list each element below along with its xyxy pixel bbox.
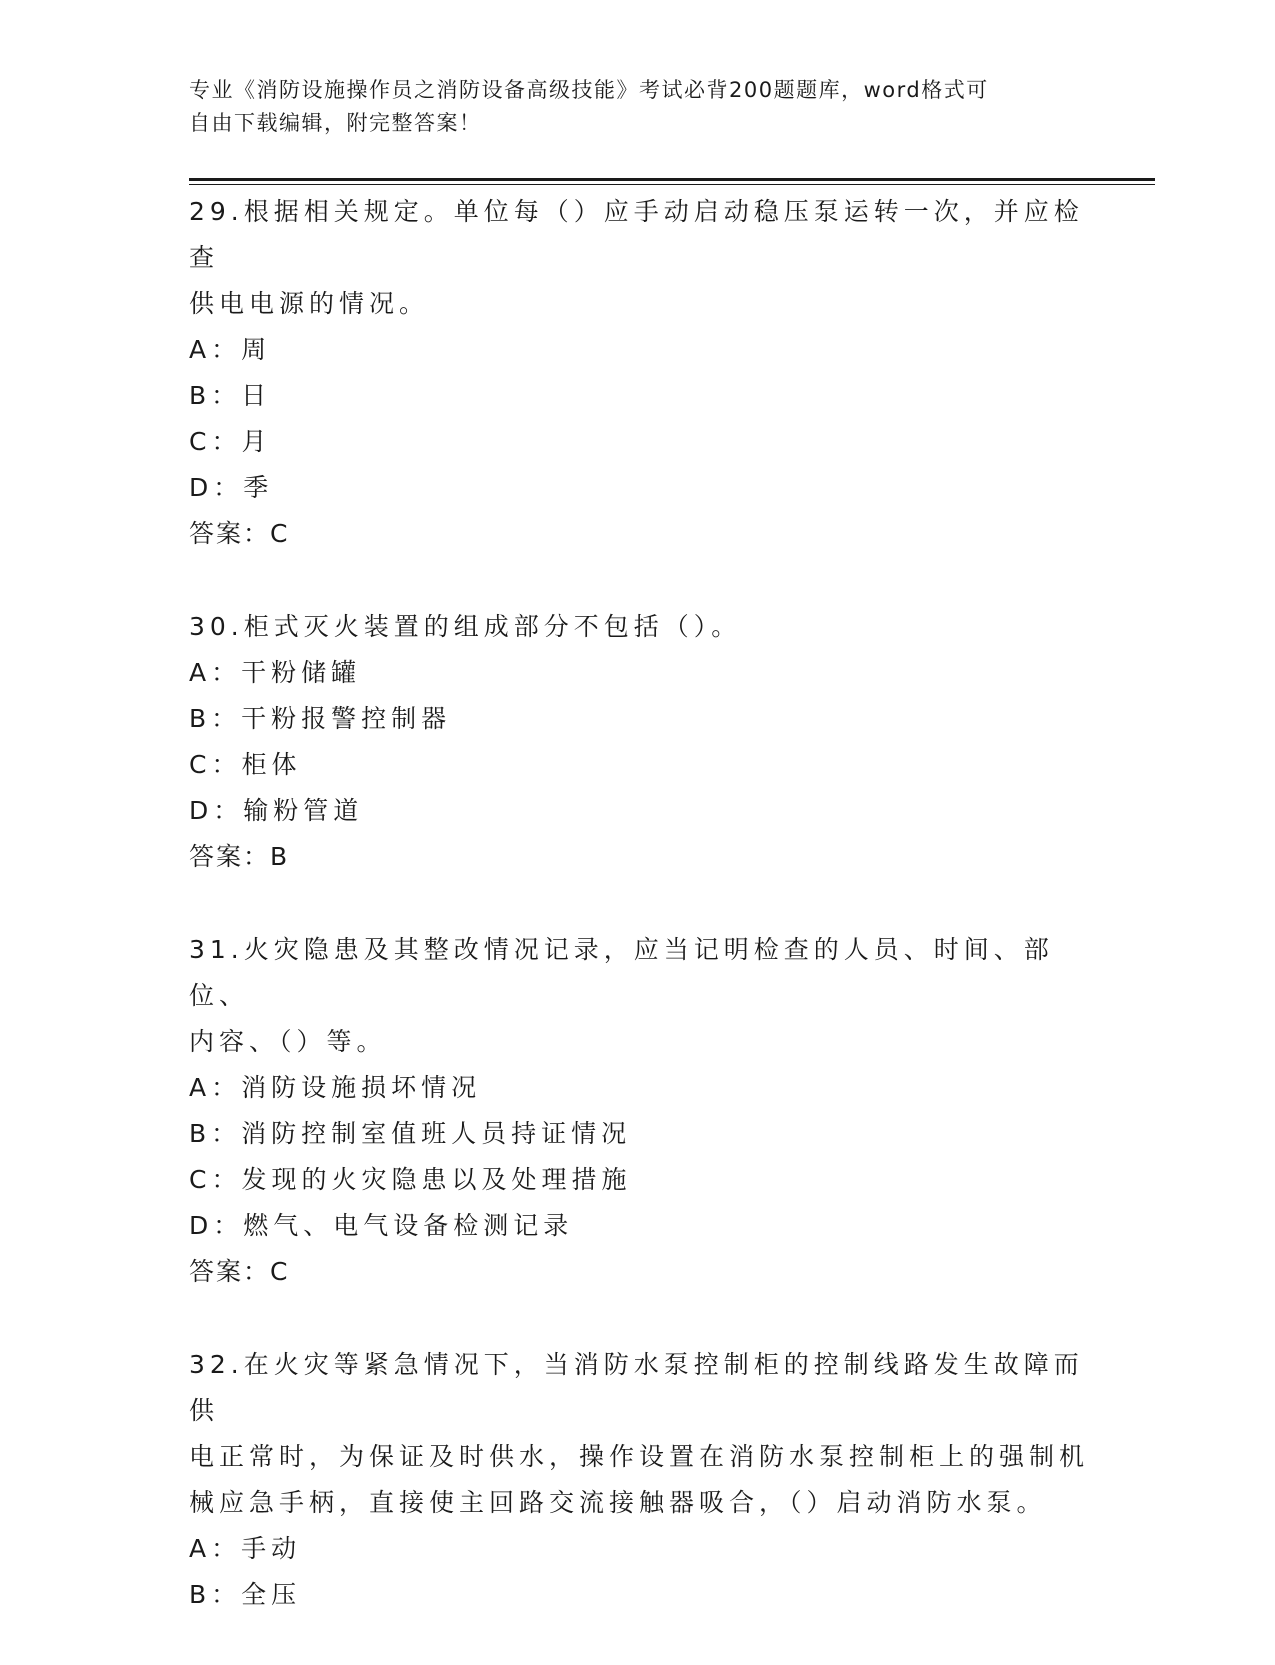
question-stem-line: 械应急手柄，直接使主回路交流接触器吸合，（）启动消防水泵。	[189, 1488, 1047, 1517]
option-c: C：月	[189, 427, 272, 456]
question-stem-line: 内容、（）等。	[189, 1027, 387, 1056]
option-b: B：消防控制室值班人员持证情况	[189, 1119, 632, 1148]
option-b: B：干粉报警控制器	[189, 704, 452, 733]
option-c: C：发现的火灾隐患以及处理措施	[189, 1165, 632, 1194]
header-line-1: 专业《消防设施操作员之消防设备高级技能》考试必背200题题库，word格式可	[189, 78, 989, 102]
option-c: C：柜体	[189, 750, 302, 779]
question-stem-line: 供电电源的情况。	[189, 289, 430, 318]
option-b: B：日	[189, 381, 272, 410]
answer-line: 答案：C	[189, 519, 290, 548]
question-30	[189, 604, 1089, 880]
document-header	[189, 74, 1089, 140]
answer-line: 答案：C	[189, 1257, 290, 1286]
option-b: B：全压	[189, 1580, 302, 1609]
question-29	[189, 189, 1089, 557]
option-d: D：季	[189, 473, 274, 502]
question-stem-line: 31.火灾隐患及其整改情况记录，应当记明检查的人员、时间、部位、	[189, 935, 1054, 1010]
option-a: A：消防设施损坏情况	[189, 1073, 482, 1102]
option-d: D：输粉管道	[189, 796, 364, 825]
answer-line: 答案：B	[189, 842, 290, 871]
header-divider-thick	[189, 178, 1155, 181]
header-divider-thin	[189, 184, 1155, 185]
question-stem-line: 30.柜式灭火装置的组成部分不包括（）。	[189, 612, 742, 641]
header-line-2: 自由下载编辑，附完整答案！	[189, 111, 482, 135]
option-d: D：燃气、电气设备检测记录	[189, 1211, 574, 1240]
question-stem-line: 电正常时，为保证及时供水，操作设置在消防水泵控制柜上的强制机	[189, 1442, 1090, 1471]
question-stem-line: 29.根据相关规定。单位每（）应手动启动稳压泵运转一次，并应检查	[189, 197, 1084, 272]
option-a: A：手动	[189, 1534, 302, 1563]
option-a: A：周	[189, 335, 272, 364]
option-a: A：干粉储罐	[189, 658, 362, 687]
question-list	[189, 189, 1089, 1665]
question-32	[189, 1342, 1089, 1618]
question-stem-line: 32.在火灾等紧急情况下，当消防水泵控制柜的控制线路发生故障而供	[189, 1350, 1084, 1425]
question-31	[189, 927, 1089, 1295]
